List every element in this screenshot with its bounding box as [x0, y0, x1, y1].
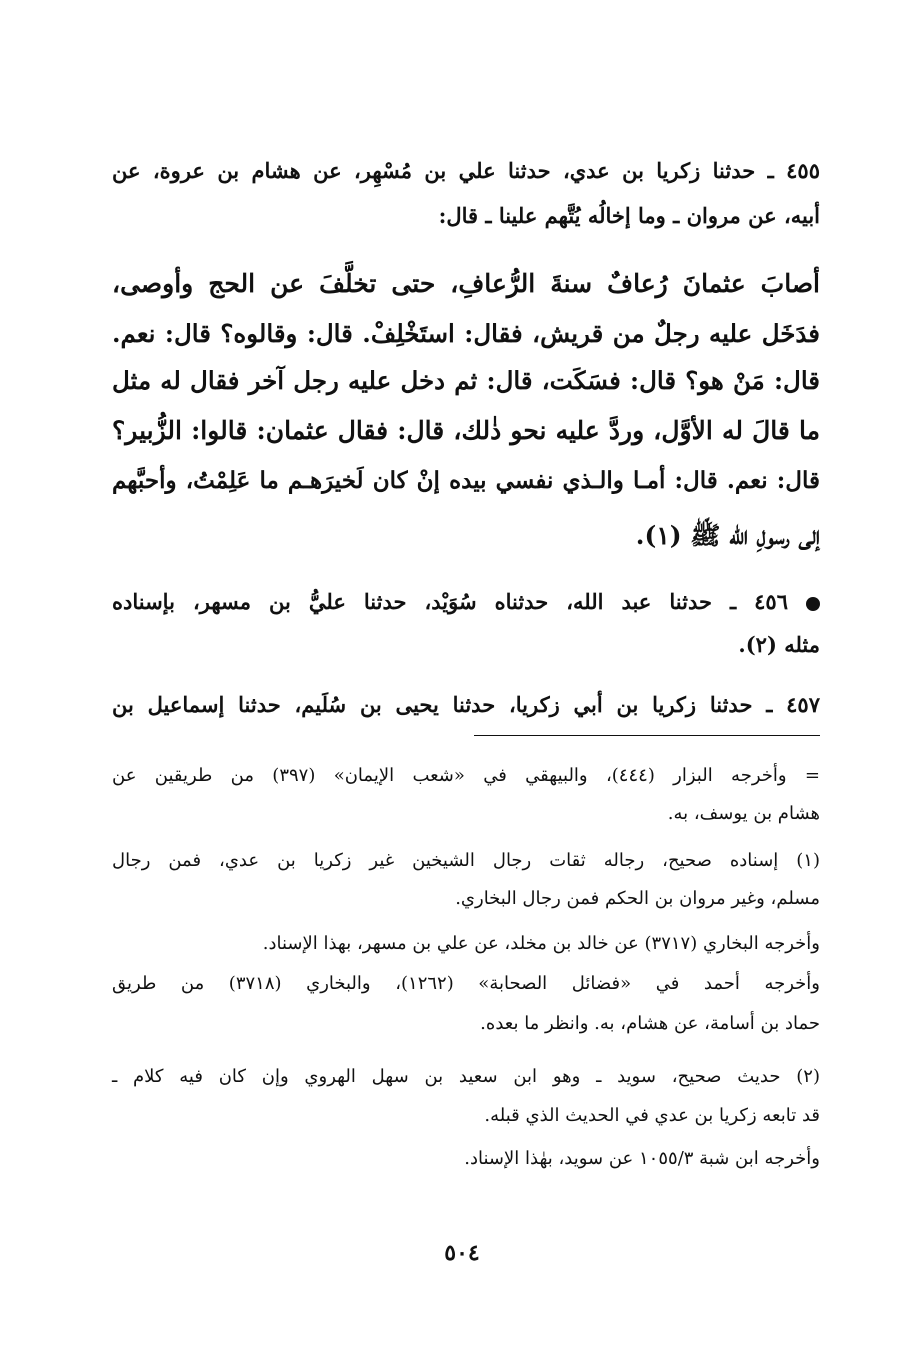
- footnote-continued-line-2: هشام بن يوسف، به.: [667, 803, 820, 824]
- footnote-1-line-5: حماد بن أسامة، عن هشام، به. وانظر ما بعده.: [480, 1013, 820, 1034]
- hadith-455-isnad-line-2: أبيه، عن مروان ـ وما إخالُه يُتَّهم علينا ـ قال:: [438, 203, 820, 228]
- hadith-456-line-2: مثله (٢).: [738, 632, 820, 657]
- footnote-1-line-2: مسلم، وغير مروان بن الحكم فمن رجال البخاري.: [455, 888, 820, 909]
- hadith-455-text-line-2: فدَخَل عليه رجلٌ من قريش، فقال: استَخْلِفْ. قال: وقالوه؟ قال: نعم.: [112, 319, 820, 348]
- hadith-457-line-1: ٤٥٧ ـ حدثنا زكريا بن أبي زكريا، حدثنا يحيى بن سُلَيم، حدثنا إسماعيل بن: [112, 692, 820, 717]
- footnote-2-line-3: وأخرجه ابن شبة ١٠٥٥/٣ عن سويد، بهٰذا الإسناد.: [464, 1148, 820, 1169]
- hadith-456-text: ٤٥٦ ـ حدثنا عبد الله، حدثناه سُوَيْد، حدثنا عليُّ بن مسهر، بإسناده: [112, 589, 788, 614]
- footnote-continued-line-1: = وأخرجه البزار (٤٤٤)، والبيهقي في «شعب الإيمان» (٣٩٧) من طريقين عن: [112, 765, 820, 786]
- footnote-separator: [474, 735, 820, 736]
- hadith-455-text-line-5: قال: نعم. قال: أمـا والـذي نفسي بيده إنْ كان لَخيرَهـم ما عَلِمْتُ، وأحبَّهم: [112, 467, 820, 494]
- hadith-455-text-line-4: ما قالَ له الأوَّل، وردَّ عليه نحو ذٰلك، قال: فقال عثمان: قالوا: الزُّبير؟: [112, 416, 820, 445]
- footnote-2-line-2: قد تابعه زكريا بن عدي في الحديث الذي قبله.: [484, 1105, 820, 1126]
- hadith-bullet-icon: [806, 597, 820, 611]
- hadith-455-text-line-3: قال: مَنْ هو؟ قال: فسَكَت، قال: ثم دخل عليه رجل آخر فقال له مثل: [112, 366, 820, 395]
- hadith-455-text-line-6: إلى رسولِ الله ﷺ (١).: [635, 521, 820, 550]
- footnote-1-line-3: وأخرجه البخاري (٣٧١٧) عن خالد بن مخلد، عن علي بن مسهر، بهذا الإسناد.: [262, 933, 820, 954]
- footnote-1-line-1: (١) إسناده صحيح، رجاله ثقات رجال الشيخين غير زكريا بن عدي، فمن رجال: [112, 850, 820, 871]
- page-number: ٥٠٤: [444, 1240, 480, 1266]
- footnote-1-line-4: وأخرجه أحمد في «فضائل الصحابة» (١٢٦٢)، والبخاري (٣٧١٨) من طريق: [112, 973, 820, 994]
- hadith-456-line-1: [112, 587, 820, 617]
- hadith-455-isnad-line-1: ٤٥٥ ـ حدثنا زكريا بن عدي، حدثنا علي بن مُسْهِر، عن هشام بن عروة، عن: [112, 158, 820, 183]
- hadith-455-text-line-1: أصابَ عثمانَ رُعافٌ سنةَ الرُّعافِ، حتى تخلَّفَ عن الحج وأوصى،: [112, 269, 820, 298]
- footnote-2-line-1: (٢) حديث صحيح، سويد ـ وهو ابن سعيد بن سهل الهروي وإن كان فيه كلام ـ: [112, 1066, 820, 1087]
